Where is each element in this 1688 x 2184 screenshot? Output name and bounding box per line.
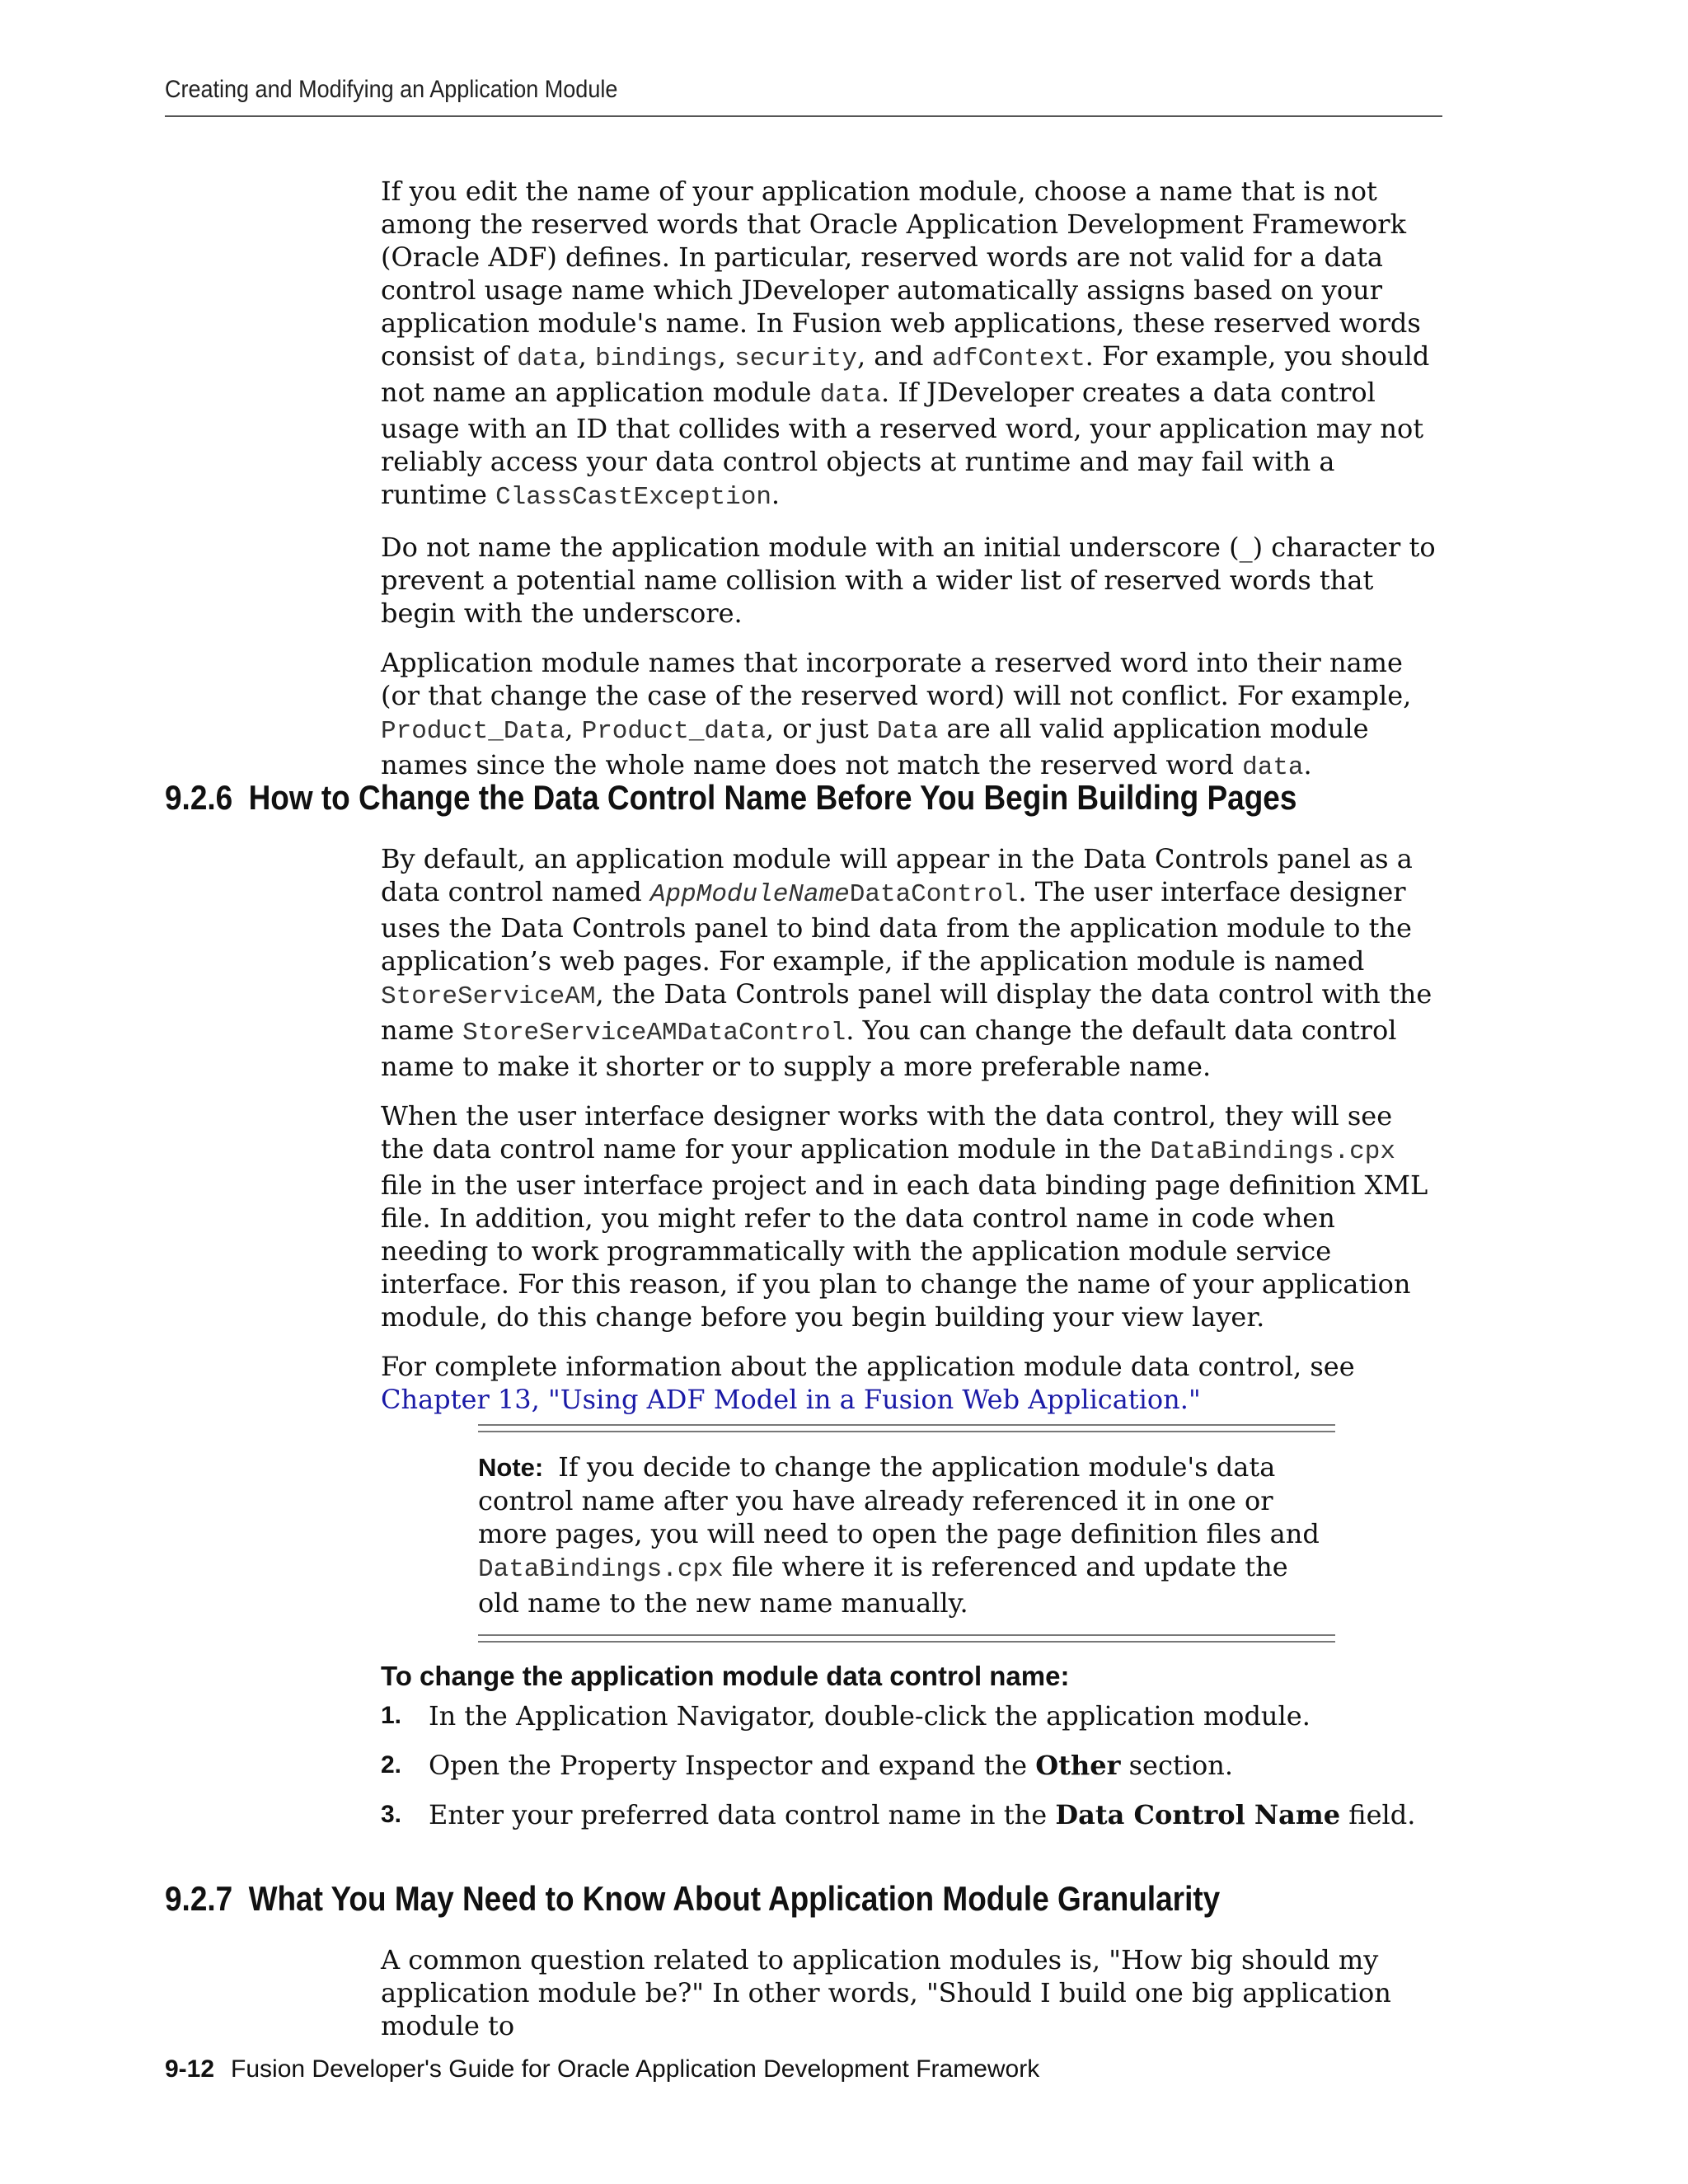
section-9-2-6-body	[381, 842, 1440, 1432]
text: , the Data Controls panel will display the data control with the name	[381, 978, 1432, 1046]
page-number: 9-12	[165, 2055, 215, 2083]
section-number: 9.2.7	[165, 1879, 233, 1918]
code-italic-part: AppModuleName	[649, 880, 850, 909]
procedure-step	[381, 1699, 1440, 1732]
text: file where it is referenced and update the old name to the new name manually.	[478, 1551, 1288, 1619]
note-text	[478, 1432, 1335, 1634]
ui-label-other: Other	[1035, 1750, 1121, 1781]
ui-label-data-control-name: Data Control Name	[1055, 1799, 1341, 1830]
page-footer	[165, 2055, 1039, 2083]
section-heading-9-2-7	[165, 1879, 1220, 1919]
code-storeserviceamdatacontrol: StoreServiceAMDataControl	[462, 1019, 846, 1047]
text: If you decide to change the application module's data control name after you have already referenced it in one or more pages, you will need to open the page definition files and	[478, 1451, 1320, 1549]
code-data: data	[517, 344, 579, 373]
text: When the user interface designer works with the data control, they will see the data control name for your application module in the	[381, 1100, 1393, 1165]
step-text: In the Application Navigator, double-click the application module.	[429, 1700, 1311, 1732]
procedure-step	[381, 1798, 1440, 1831]
text: Application module names that incorporate a reserved word into their name (or that change the case of the reserved word) will not conflict. For example,	[381, 647, 1412, 711]
intro-paragraph-3	[381, 646, 1440, 785]
text: By default, an application module will appear in the Data Controls panel as a data control named	[381, 843, 1413, 907]
section-926-paragraph-2	[381, 1099, 1440, 1333]
code-part: DataControl	[849, 880, 1019, 909]
code-data: data	[819, 381, 882, 410]
code-storeserviceam: StoreServiceAM	[381, 982, 596, 1011]
section-number: 9.2.6	[165, 778, 233, 817]
procedure-steps	[381, 1699, 1440, 1848]
text: If you edit the name of your application module, choose a name that is not among the reserved words that Oracle Application Development Framework (Oracle ADF) defines. In particular, reserved words are not valid for a data control usage name which JDeveloper automatically assigns based on your application module's name. In Fusion web applications, these reserved words consist of	[381, 176, 1421, 372]
step-number: 2.	[381, 1751, 402, 1779]
text: , or just	[765, 713, 877, 744]
note-top-rule	[478, 1424, 1335, 1432]
code-appmodulename-datacontrol	[650, 880, 1018, 909]
section-926-paragraph-3	[381, 1350, 1440, 1416]
code-data-capital: Data	[876, 717, 939, 746]
step-text: Enter your preferred data control name in the	[429, 1799, 1056, 1830]
text: , and	[856, 340, 932, 372]
step-number: 3.	[381, 1801, 402, 1828]
text: are all valid application module names since the whole name does not match the reserved word	[381, 713, 1369, 780]
code-data: data	[1242, 753, 1304, 782]
text: ,	[578, 340, 595, 372]
note-bottom-rule	[478, 1634, 1335, 1643]
section-title: What You May Need to Know About Application Module Granularity	[248, 1879, 1221, 1918]
code-product-data: Product_Data	[381, 717, 565, 746]
running-header: Creating and Modifying an Application Module	[165, 76, 618, 103]
step-text: section.	[1120, 1750, 1234, 1781]
section-9-2-7-body	[381, 1943, 1440, 2059]
intro-paragraph-2: Do not name the application module with an initial underscore (_) character to prevent a potential name collision with a wider list of reserved words that begin with the underscore.	[381, 532, 1436, 629]
code-bindings: bindings	[594, 344, 718, 373]
step-number: 1.	[381, 1702, 402, 1729]
section-926-paragraph-1	[381, 842, 1440, 1083]
text: .	[771, 479, 781, 510]
procedure-title: To change the application module data control name:	[381, 1661, 1070, 1691]
chapter-13-link[interactable]: Chapter 13, "Using ADF Model in a Fusion Web Application."	[381, 1384, 1201, 1415]
intro-paragraph-1	[381, 175, 1440, 514]
text: file in the user interface project and in each data binding page definition XML file. In addition, you might refer to the data control name in code when needing to work programmatically with the application module service interface. For this reason, if you plan to change the name of your application module, do this change before you begin building your view layer.	[381, 1169, 1428, 1333]
step-text: Open the Property Inspector and expand the	[429, 1750, 1036, 1781]
procedure-step	[381, 1749, 1440, 1782]
text: . If JDeveloper creates a data control usage with an ID that collides with a reserved word, your application may not reliably access your data control objects at runtime and may fail with a runtime	[381, 377, 1424, 510]
section-title: How to Change the Data Control Name Before You Begin Building Pages	[248, 778, 1297, 817]
code-adfcontext: adfContext	[931, 344, 1085, 373]
text: ,	[717, 340, 735, 372]
code-databindings-cpx: DataBindings.cpx	[478, 1555, 724, 1584]
text: . For example, you should not name an application module	[381, 340, 1430, 408]
text: .	[1303, 749, 1312, 780]
note-label: Note:	[478, 1453, 544, 1482]
header-rule	[165, 115, 1442, 117]
text: ,	[565, 713, 582, 744]
text: . You can change the default data control name to make it shorter or to supply a more preferable name.	[381, 1015, 1397, 1082]
code-security: security	[734, 344, 857, 373]
code-product-data-lower: Product_data	[581, 717, 766, 746]
code-databindings-cpx: DataBindings.cpx	[1150, 1137, 1395, 1166]
text: For complete information about the application module data control, see	[381, 1351, 1355, 1382]
step-text: field.	[1340, 1799, 1416, 1830]
section-heading-9-2-6	[165, 778, 1296, 818]
book-title: Fusion Developer's Guide for Oracle Application Development Framework	[231, 2055, 1040, 2083]
intro-block	[381, 175, 1440, 801]
text: . The user interface designer uses the Data Controls panel to bind data from the application module to the application’s web pages. For example, if the application module is named	[381, 876, 1412, 977]
note-box	[478, 1424, 1335, 1643]
section-927-paragraph-1: A common question related to application modules is, "How big should my application module be?" In other words, "Should I build one big application module to	[381, 1944, 1391, 2041]
code-classcastexception: ClassCastException	[495, 483, 771, 512]
